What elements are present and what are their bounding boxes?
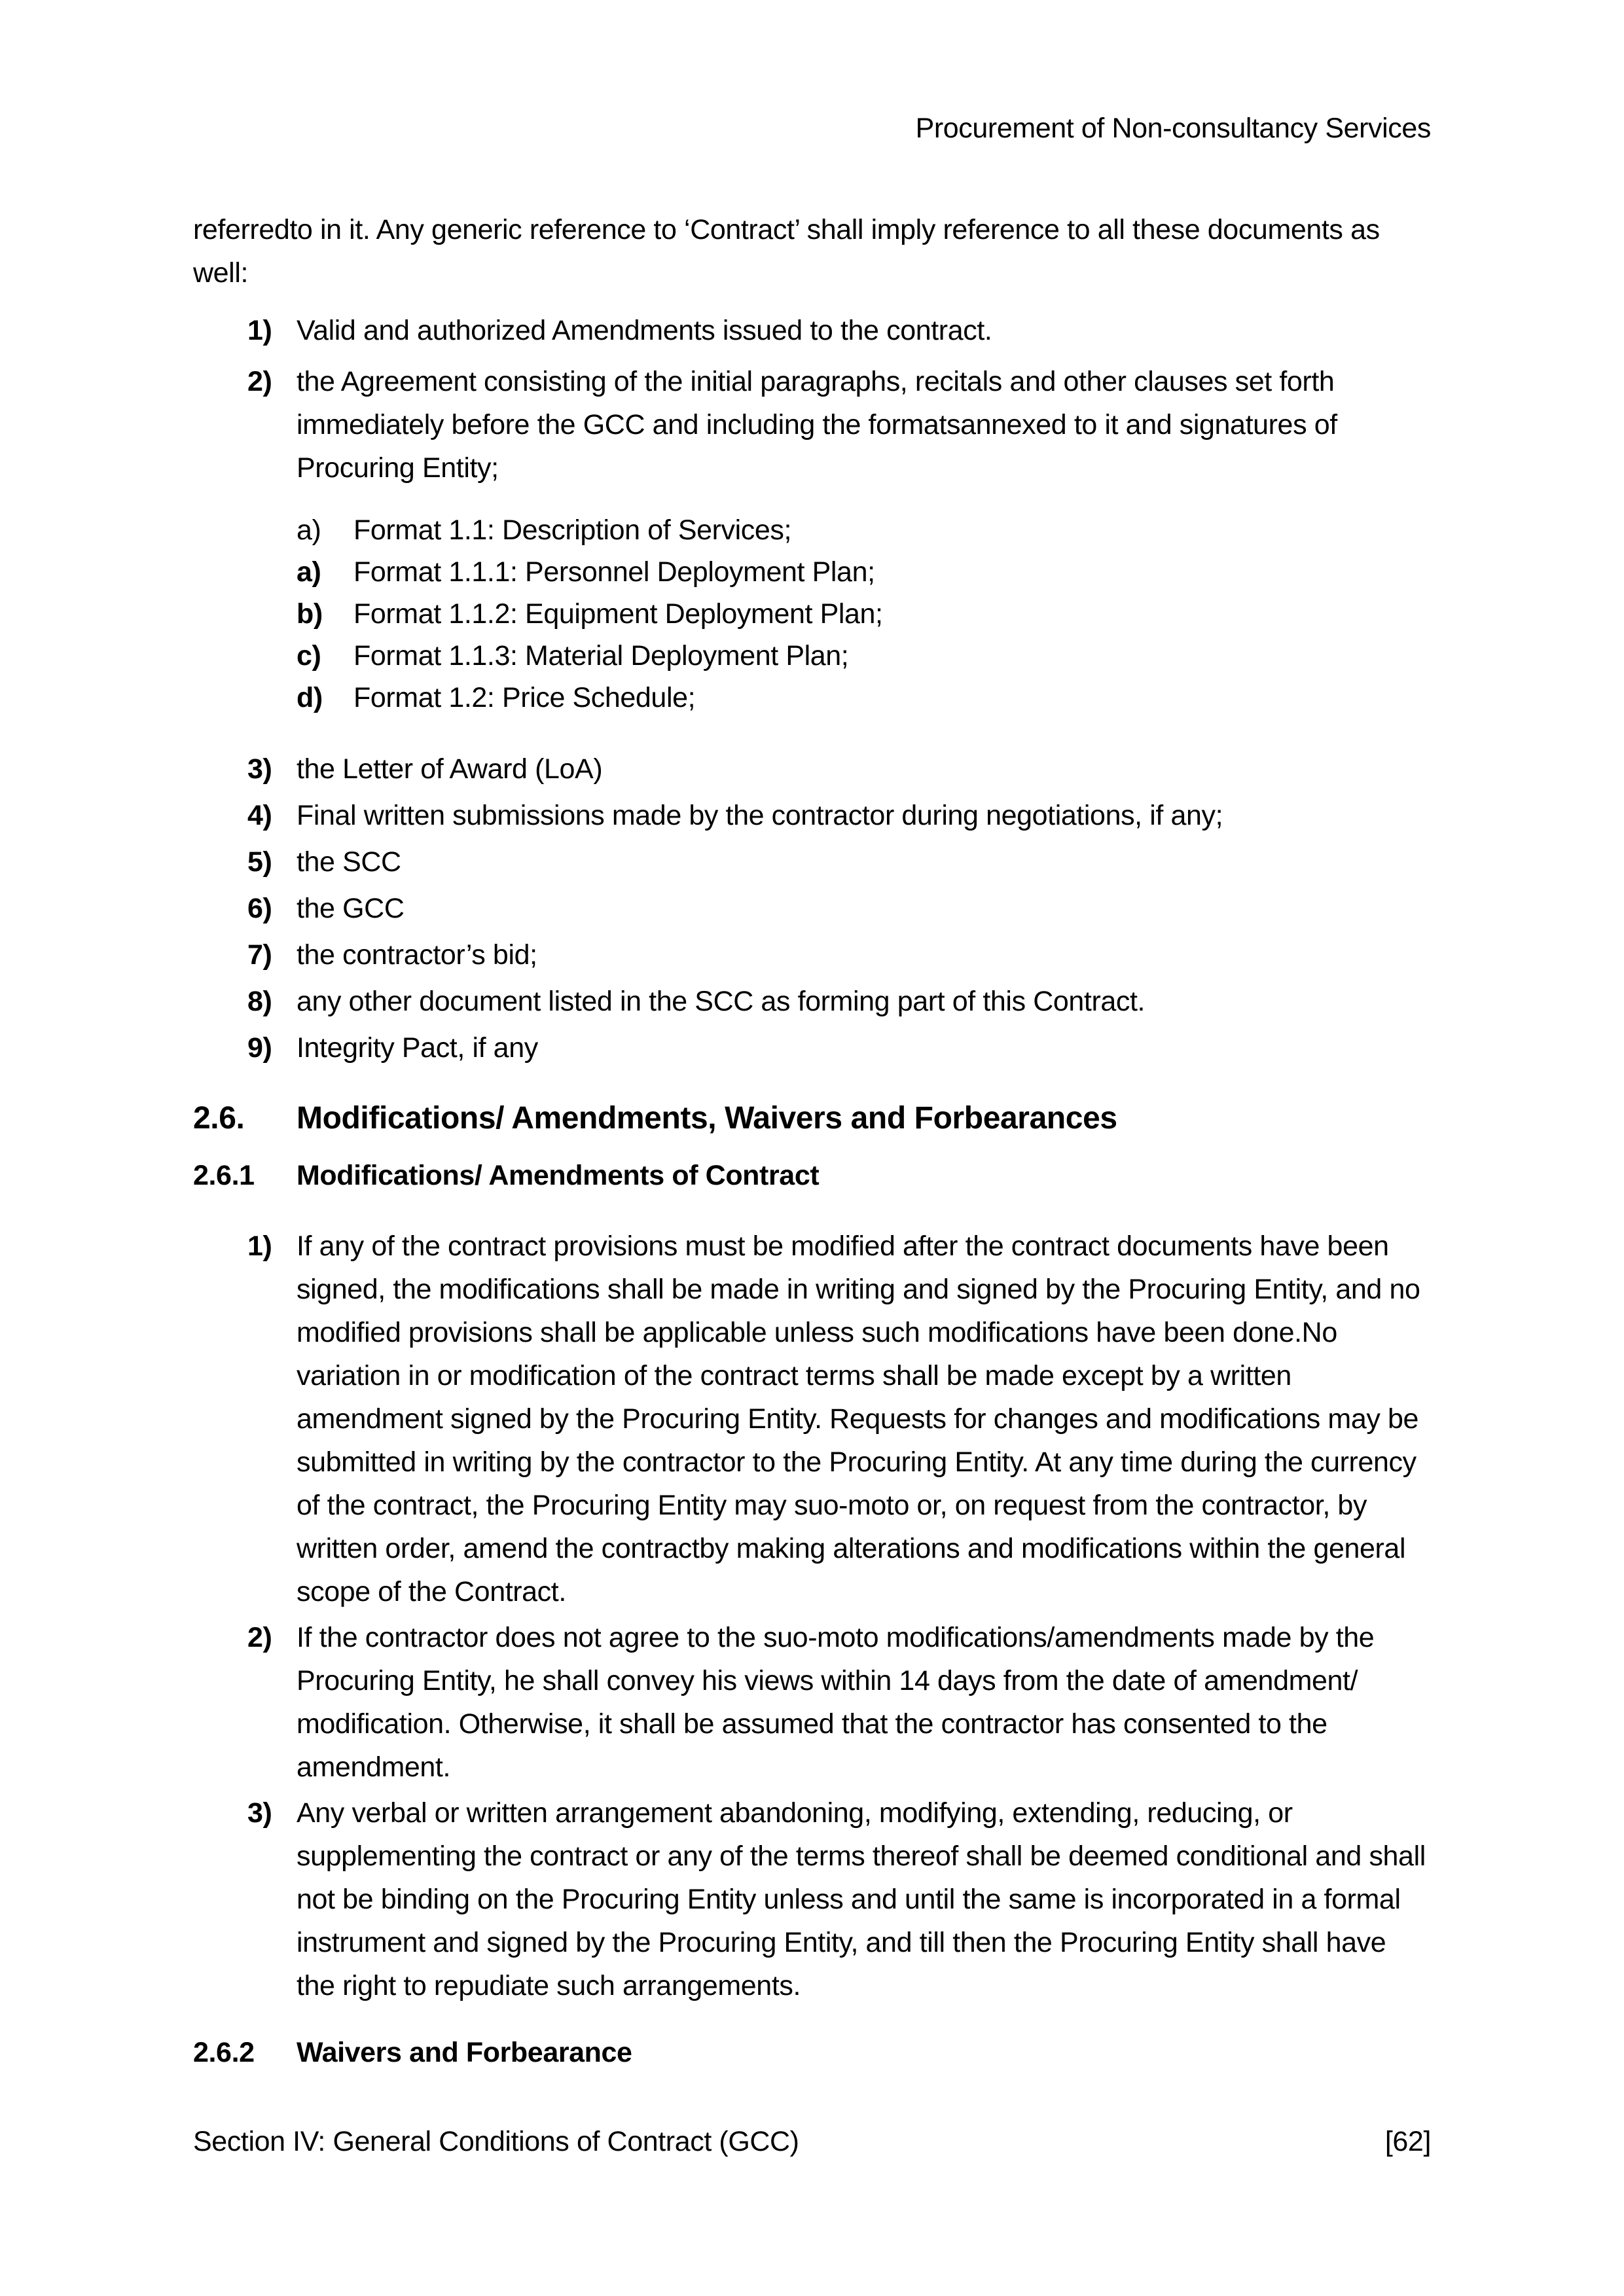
item-marker: 3)	[247, 1797, 272, 1829]
intro-paragraph: referredto in it. Any generic reference to ‘Contract’ shall imply reference to all these documents as well:	[193, 214, 1380, 289]
item-text: Valid and authorized Amendments issued to the contract.	[297, 315, 992, 346]
header-title: Procurement of Non-consultancy Services	[915, 113, 1431, 144]
item-marker: 1)	[247, 315, 272, 346]
section-heading-2-6-1	[193, 1153, 1431, 1198]
list-item	[247, 933, 1431, 977]
item-marker: 2)	[247, 366, 272, 397]
heading-title: Modifications/ Amendments of Contract	[297, 1160, 820, 1191]
heading-title: Modifications/ Amendments, Waivers and Forbearances	[297, 1101, 1117, 1136]
item-marker: 2)	[247, 1622, 272, 1653]
list-item	[247, 309, 1431, 352]
item-marker: 8)	[247, 986, 272, 1017]
item-text: Format 1.1.3: Material Deployment Plan;	[353, 640, 849, 672]
clause-item	[247, 1791, 1431, 2007]
list-item	[247, 794, 1431, 837]
item-text: the SCC	[297, 846, 401, 878]
page-header	[193, 107, 1431, 150]
clause-item	[247, 1616, 1431, 1789]
contract-documents-list-bottom	[193, 747, 1431, 1069]
item-text: the contractor’s bid;	[297, 939, 537, 971]
clauses-list	[193, 1225, 1431, 2007]
list-item	[247, 887, 1431, 930]
item-marker: a)	[297, 556, 321, 588]
heading-number: 2.6.2	[193, 2037, 255, 2068]
list-item	[247, 1026, 1431, 1069]
item-marker: 4)	[247, 800, 272, 831]
page-footer	[193, 2122, 1431, 2161]
list-item	[247, 840, 1431, 884]
footer-section-label: Section IV: General Conditions of Contract (GCC)	[193, 2126, 799, 2157]
item-text: any other document listed in the SCC as forming part of this Contract.	[297, 986, 1146, 1017]
formats-sublist	[193, 509, 1431, 719]
item-marker: 7)	[247, 939, 272, 971]
sublist-item	[297, 635, 1431, 677]
item-marker: 6)	[247, 893, 272, 924]
section-heading-2-6	[193, 1092, 1431, 1145]
item-text: Final written submissions made by the contractor during negotiations, if any;	[297, 800, 1223, 831]
item-text: If the contractor does not agree to the suo-moto modifications/amendments made by the Procuring Entity, he shall convey his views within 14 days from the date of amendment/ modification. Otherwise, it shall be assumed that the contractor has consented to the amendment.	[297, 1622, 1375, 1783]
item-marker: a)	[297, 514, 321, 546]
item-text: the Agreement consisting of the initial paragraphs, recitals and other clauses set forth immediately before the GCC and including the formatsannexed to it and signatures of Procuring Entity;	[297, 366, 1337, 484]
item-marker: d)	[297, 682, 323, 713]
item-marker: c)	[297, 640, 321, 672]
item-marker: b)	[297, 598, 323, 630]
sublist-item	[297, 509, 1431, 551]
clause-item	[247, 1225, 1431, 1613]
contract-documents-list-top	[193, 309, 1431, 490]
item-text: Integrity Pact, if any	[297, 1032, 538, 1064]
sublist-item	[297, 677, 1431, 719]
item-text: If any of the contract provisions must be modified after the contract documents have been signed, the modifications shall be made in writing and signed by the Procuring Entity, and no modified provisions shall be applicable unless such modifications have been done.No variation in or modification of the contract terms shall be made except by a written amendment signed by the Procuring Entity. Requests for changes and modifications may be submitted in writing by the contractor to the Procuring Entity. At any time during the currency of the contract, the Procuring Entity may suo-moto or, on request from the contractor, by written order, amend the contractby making alterations and modifications within the general scope of the Contract.	[297, 1230, 1420, 1607]
item-text: the GCC	[297, 893, 405, 924]
list-item	[247, 980, 1431, 1023]
item-text: Format 1.1.2: Equipment Deployment Plan;	[353, 598, 883, 630]
item-marker: 3)	[247, 753, 272, 785]
sublist-item	[297, 593, 1431, 635]
sublist-item	[297, 551, 1431, 593]
section-heading-2-6-2	[193, 2030, 1431, 2075]
page-content	[193, 107, 1431, 2075]
item-text: Any verbal or written arrangement abandoning, modifying, extending, reducing, or supplementing the contract or any of the terms thereof shall be deemed conditional and shall not be binding on the Procuring Entity unless and until the same is incorporated in a formal instrument and signed by the Procuring Entity, and till then the Procuring Entity shall have the right to repudiate such arrangements.	[297, 1797, 1426, 2001]
item-text: Format 1.1: Description of Services;	[353, 514, 792, 546]
list-item	[247, 747, 1431, 791]
footer-page-number: [62]	[1384, 2126, 1431, 2157]
heading-number: 2.6.1	[193, 1160, 255, 1191]
heading-number: 2.6.	[193, 1101, 245, 1136]
item-text: Format 1.1.1: Personnel Deployment Plan;	[353, 556, 875, 588]
item-marker: 5)	[247, 846, 272, 878]
item-text: the Letter of Award (LoA)	[297, 753, 603, 785]
item-marker: 1)	[247, 1230, 272, 1262]
item-text: Format 1.2: Price Schedule;	[353, 682, 696, 713]
item-marker: 9)	[247, 1032, 272, 1064]
list-item	[247, 360, 1431, 490]
heading-title: Waivers and Forbearance	[297, 2037, 632, 2068]
